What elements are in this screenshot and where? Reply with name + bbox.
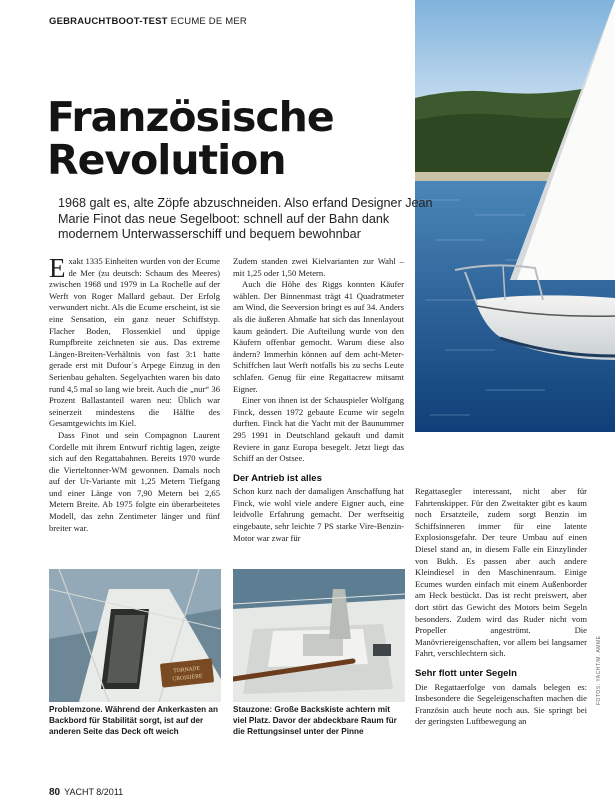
headline [47, 93, 427, 184]
section-kicker [49, 16, 247, 27]
column-3-paragraph-1: Regattasegler interessant, nicht aber für Fahrtenskipper. Für den Zweitakter gibt es kaum noch Ersatzteile, zudem sorgt Benzin im Schiffsinneren immer für eine latente Explosionsgefahr. Der teure Umbau auf einen Diesel stand an, in diesem Falle ein Einzylinder von Bukh. Es passen aber auch andere Kleindiesel in den Maschinenraum. Einige Ecumes wurden einfach mit einem Außenborder am Heck bestückt. Das ist recht preiswert, aber dort stört das Gewicht des Motors beim Segeln besonders. Zudem wird das Ruder nicht vom Propeller angeströmt. Die Manövriereigenschaften, vor allem bei langsamer Fahrt, verschlechtern sich. [415, 486, 587, 659]
caption-cockpit-label: Stauzone: [233, 705, 273, 714]
hero-photo [415, 0, 615, 432]
photo-cockpit-graphic [233, 569, 405, 702]
photo-deck-graphic [49, 569, 221, 702]
photo-credit: FOTOS: YACHT/M. AMME [596, 635, 602, 705]
column-1 [49, 256, 220, 561]
caption-cockpit [233, 704, 405, 738]
column-2-paragraph-4: Schon kurz nach der damaligen Anschaffung hat Finck, wie wohl viele andere Eigner auch, eine leidvolle Erfahrung gemacht. Der werftseitig eingebaute, sehr leichte 7 PS starke Vire-Benzin-Motor war zwar für [233, 486, 404, 543]
column-3 [415, 486, 587, 776]
caption-deck-text: Während der Ankerkasten an Backbord für Stabilität sorgt, ist auf der anderen Seite das Deck oft weich [49, 705, 218, 737]
column-1-paragraph-2: Dass Finot und sein Compagnon Laurent Cordelle mit ihrem Entwurf richtig lagen, zeigte sich auf den Regattabahnen. Bereits 1970 wurde die Vierteltonner-WM gewonnen. Damals noch auf der Ur-Variante mit 1,25 Metern Tiefgang und einer Länge von 7,90 Metern bei 2,65 Metern Breite. Ab 1975 folgte ein überarbeitetes Modell, das zehn Zentimeter länger und fünf breiter war. [49, 429, 220, 533]
caption-cockpit-text: Große Backskiste achtern mit viel Platz. Davor der abdeckbare Raum für die Rettungsinsel unter der Pinne [233, 705, 397, 737]
subsection-name: ECUME DE MER [170, 16, 247, 27]
column-1-paragraph-1: Exakt 1335 Einheiten wurden von der Ecume de Mer (zu deutsch: Schaum des Meeres) zwischen 1968 und 1979 in La Rochelle auf der Werft von Roger Mallard gebaut. Der Erfolg verwundert nicht. Als die Ecume erscheint, ist sie eine Sensation, ein ganz neuer Schiffstyp. Flacher Boden, Flossenkiel und üppige Rumpfbreite zeichneten sie aus. Das extreme Längen-Breiten-Verhältnis von fast 3:1 hatte gerade erst mit Dufour´s Arpege Einzug in den Serienbau gehalten. Segelyachten waren bis dato rund 4,5 mal so lang wie breit. Auch die „nur“ 36 Prozent Ballastanteil waren neu: Üblich war seinerzeit mindestens die Hälfte des Gesamtgewichts im Kiel. [49, 256, 220, 429]
subheading-segeln: Sehr flott unter Segeln [415, 667, 517, 679]
sign-line-1: TORNADE [173, 665, 201, 675]
photo-deck [49, 569, 221, 702]
column-2-paragraph-3: Einer von ihnen ist der Schauspieler Wolfgang Finck, dessen 1972 gebaute Ecume wir segeln durften. Finck hat die Yacht mit der Baunummer 295 1991 in Deutschland gekauft und damit Reviere in ganz Europa besegelt. Jetzt liegt das Schiff an der Ostsee. [233, 395, 404, 464]
column-2-paragraph-1: Zudem standen zwei Kielvarianten zur Wahl – mit 1,25 oder 1,50 Metern. [233, 256, 404, 278]
column-2 [233, 256, 404, 565]
caption-deck [49, 704, 221, 738]
drop-cap: E [49, 256, 66, 283]
column-3-paragraph-2: Die Regattaerfolge von damals belegen es: Insbesondere die Segeleigenschaften machen die Französin auch heute noch aus. Sie springt bei der geringsten Luftbewegung an [415, 681, 587, 727]
photo-cockpit [233, 569, 405, 702]
headline-line-2: Revolution [47, 136, 286, 184]
hero-photo-graphic [415, 0, 615, 432]
lead-paragraph: 1968 galt es, alte Zöpfe abzuschneiden. Also erfand Designer Jean Marie Finot das neue Segelboot: schnell auf der Bahn dank modernem Unterwasserschiff und bequem bewohnbar [58, 196, 433, 241]
headline-line-1: Französische [47, 93, 334, 141]
section-name: GEBRAUCHTBOOT-TEST [49, 16, 168, 27]
issue-label: YACHT 8/2011 [64, 787, 124, 797]
sign-line-2: CROISIÈRE [172, 673, 203, 683]
page-footer [49, 787, 123, 798]
caption-deck-label: Problemzone. [49, 705, 103, 714]
subheading-antrieb: Der Antrieb ist alles [233, 472, 322, 484]
page-number: 80 [49, 787, 61, 798]
column-2-paragraph-2: Auch die Höhe des Riggs konnten Käufer wählen. Der Binnenmast trägt 41 Quadratmeter am Wind, die Seeversion bringt es auf 34. Anders als die äußeren Abmaße hat sich das Innenlayout kaum geändert. Die Aufteilung wurde von den Käufern offenbar gemocht. Warum diese also ändern? Immerhin können auf dem acht-Meter-Schiffchen laut Werft notfalls bis zu sechs Leute schlafen. Genug für eine Regattacrew mitsamt Eigner. [233, 279, 404, 394]
